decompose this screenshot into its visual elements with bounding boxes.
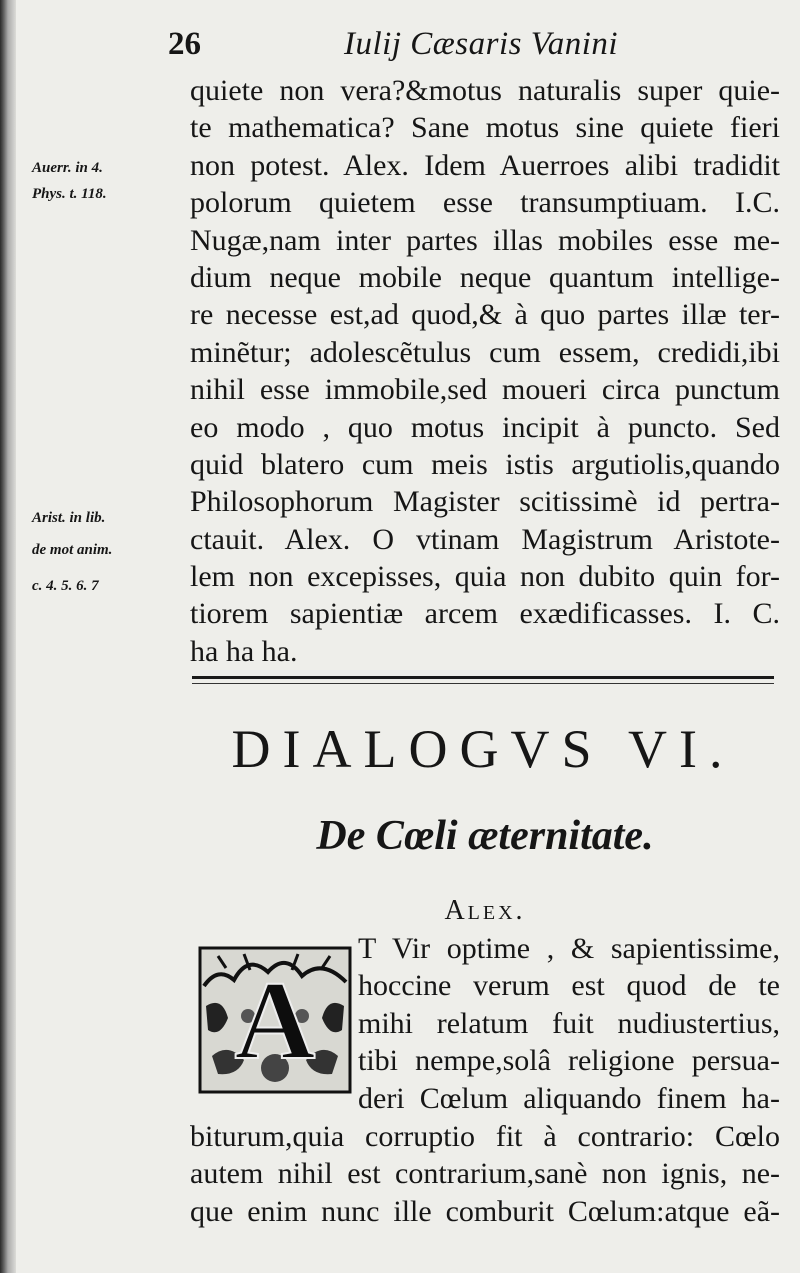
- text-line: eo modo , quo motus incipit à puncto. Sed: [190, 410, 780, 444]
- text-line: T Vir optime , & sapientissime,: [358, 932, 780, 965]
- text-line: tiorem sapientiæ arcem exædificasses. I. C.: [190, 597, 780, 631]
- page-number: 26: [168, 26, 201, 62]
- continued-text: [190, 1118, 780, 1230]
- text-line: minẽtur; adolescẽtulus cum essem, credidi,ibi: [190, 335, 780, 369]
- text-line: nihil esse immobile,sed moueri circa punctum: [190, 373, 780, 407]
- drop-cap-wrapped-text: [358, 930, 780, 1117]
- text-line: hoccine verum est quod de te: [358, 969, 780, 1003]
- text-line: re necesse est,ad quod,& à quo partes illæ ter-: [190, 298, 780, 332]
- text-line: deri Cœlum aliquando finem ha-: [358, 1081, 780, 1115]
- text-line: autem nihil est contrarium,sanè non ignis, ne-: [190, 1157, 780, 1191]
- dialog-subtitle: De Cœli æternitate.: [316, 813, 654, 859]
- text-line: polorum quietem esse transumptiuam. I.C.: [190, 186, 780, 220]
- margin-note: Arist. in lib.: [32, 510, 106, 526]
- text-line: que enim nunc ille comburit Cœlum:atque eã-: [190, 1194, 780, 1228]
- drop-cap-ornament: [198, 946, 352, 1094]
- text-line: mihi relatum fuit nudiustertius,: [358, 1006, 780, 1040]
- text-line: Philosophorum Magister scitissimè id pertra-: [190, 485, 780, 519]
- text-line: Nugæ,nam inter partes illas mobiles esse me-: [190, 223, 780, 257]
- margin-note: de mot anim.: [32, 542, 113, 558]
- ornamental-drop-cap: [198, 946, 352, 1094]
- text-line: lem non excepisses, quia non dubito quin for-: [190, 560, 780, 594]
- running-header: [168, 26, 778, 66]
- text-line: te mathematica? Sane motus sine quiete fieri: [190, 111, 780, 145]
- text-line: ha ha ha.: [190, 634, 298, 668]
- text-line: biturum,quia corruptio fit à contrario: Cœlo: [190, 1120, 780, 1153]
- book-spine-shadow: [0, 0, 16, 1273]
- speaker-name: Alex.: [444, 895, 526, 926]
- text-line: non potest. Alex. Idem Auerroes alibi tradidit: [190, 148, 780, 182]
- drop-cap-letter: A: [234, 959, 316, 1083]
- body-text: [190, 72, 780, 670]
- text-line: quid blatero cum meis istis argutiolis,quando: [190, 447, 780, 481]
- text-line: dium neque mobile neque quantum intellige-: [190, 260, 780, 294]
- running-title: Iulij Cæsaris Vanini: [344, 26, 619, 62]
- margin-note: Auerr. in 4.: [32, 160, 103, 176]
- text-line: tibi nempe,solâ religione persua-: [358, 1044, 780, 1078]
- dialog-heading: DIALOGVS VI.: [231, 719, 735, 779]
- text-line: quiete non vera?&motus naturalis super quie-: [190, 74, 780, 107]
- section-divider-rule: [192, 676, 774, 684]
- margin-note: Phys. t. 118.: [32, 186, 107, 202]
- margin-note: c. 4. 5. 6. 7: [32, 578, 99, 594]
- text-line: ctauit. Alex. O vtinam Magistrum Aristote-: [190, 522, 780, 556]
